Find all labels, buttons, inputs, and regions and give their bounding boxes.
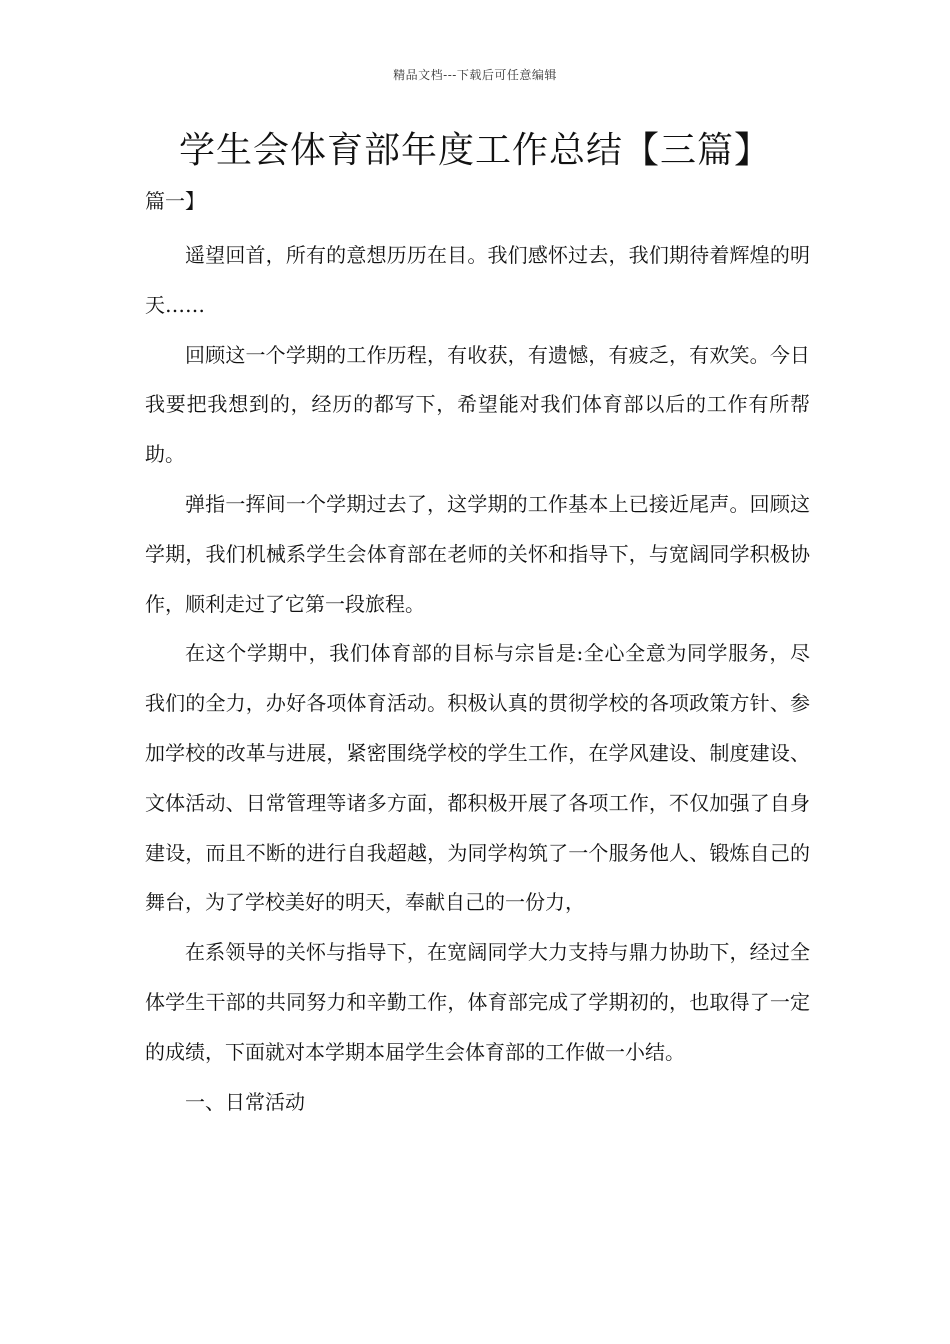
paragraph: 回顾这一个学期的工作历程，有收获，有遗憾，有疲乏，有欢笑。今日我要把我想到的，经历的都写下，希望能对我们体育部以后的工作有所帮助。 bbox=[145, 342, 810, 467]
document-title: 学生会体育部年度工作总结【三篇】 bbox=[178, 130, 771, 171]
paragraph: 在系领导的关怀与指导下，在宽阔同学大力支持与鼎力协助下，经过全体学生干部的共同努力和辛勤工作，体育部完成了学期初的，也取得了一定的成绩，下面就对本学期本届学生会体育部的工作做一小结。 bbox=[145, 940, 810, 1064]
page-header: 精品文档---下载后可任意编辑 bbox=[393, 68, 557, 82]
document-body bbox=[145, 231, 810, 1127]
paragraph: 在这个学期中，我们体育部的目标与宗旨是:全心全意为同学服务，尽我们的全力，办好各项体育活动。积极认真的贯彻学校的各项政策方针、参加学校的改革与进展，紧密围绕学校的学生工作，在学风建设、制度建设、文体活动、日常管理等诸多方面，都积极开展了各项工作，不仅加强了自身建设，而且不断的进行自我超越，为同学构筑了一个服务他人、锻炼自己的舞台，为了学校美好的明天，奉献自己的一份力， bbox=[145, 641, 810, 915]
paragraph: 弹指一挥间一个学期过去了，这学期的工作基本上已接近尾声。回顾这学期，我们机械系学生会体育部在老师的关怀和指导下，与宽阔同学积极协作，顺利走过了它第一段旅程。 bbox=[145, 491, 810, 616]
section-subheading: 一、日常活动 bbox=[185, 1089, 305, 1114]
paragraph: 遥望回首，所有的意想历历在目。我们感怀过去，我们期待着辉煌的明天…… bbox=[145, 243, 810, 317]
section-label: 篇一】 bbox=[145, 189, 205, 213]
